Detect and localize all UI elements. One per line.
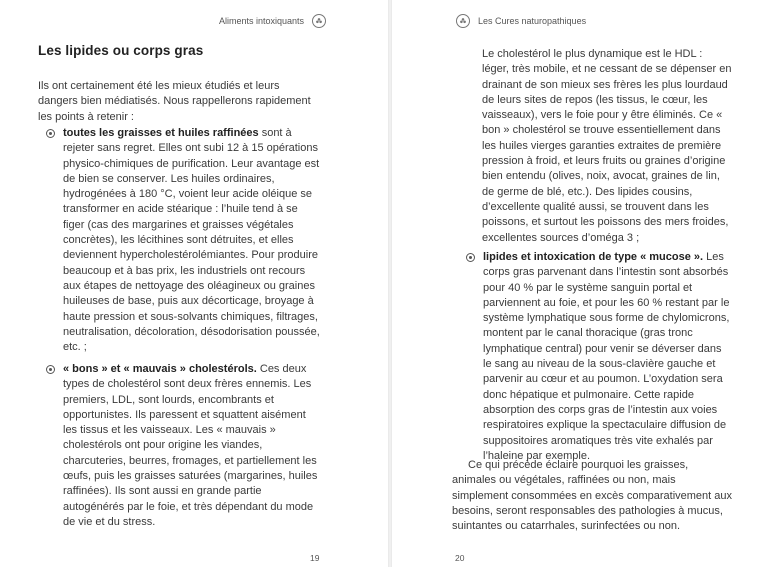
bullet-lead: lipides et intoxication de type « mucose ». [483,251,704,263]
bullet-lead: toutes les graisses et huiles raffinées [63,127,259,139]
right-running-head [456,14,586,28]
page-number-left: 19 [310,553,320,563]
flower-emblem-icon [312,14,326,28]
circle-bullet-icon [466,253,475,262]
bullet-mucose [466,250,732,464]
bullet-body [483,250,732,464]
circle-bullet-icon [46,129,55,138]
bullet-cholesterol [46,362,320,530]
bullet-lead: « bons » et « mauvais » cholestérols. [63,363,257,375]
page-number-right: 20 [455,553,465,563]
bullet-refined-fats [46,126,320,355]
left-running-head [219,14,326,28]
bullet-text: sont à rejeter sans regret. Elles ont subi 12 à 15 opérations physico-chimiques de purification. Leur avantage est de bien se conserver. Les huiles ordinaires, hydrogénées à 180 °C, voient leur acide oléique se transformer en acide stéarique : l’huile tend à se figer (cas des margarines et graisses végétales concrètes), les lécithines sont détruites, et elles deviennent hypercholestérolémiantes. Pour produire beaucoup et à bas prix, les industriels ont recours aux étapes de nettoyage des oléagineux ou graines huileuses de base, puis aux décorticage, broyage à haute pression et sous-solvants chimiques, filtrages, neutralisation, décoloration, désodorisation poussée, etc. ; [63,127,320,354]
flower-emblem-icon [456,14,470,28]
conclusion-paragraph: Ce qui précède éclaire pourquoi les graisses, animales ou végétales, raffinées ou non, mais simplement consommées en excès comparativement aux besoins, seront responsables des pathologies à mucus, suintantes ou catarrhales, surinfectées ou non. [452,459,733,533]
left-running-head-title: Aliments intoxiquants [218,16,304,26]
bullet-body [63,126,320,355]
intro-paragraph: Ils ont certainement été les mieux étudiés et leurs dangers bien médiatisés. Nous rappellerons rapidement les points à retenir : [38,80,311,123]
bullet-text: Ces deux types de cholestérol sont deux frères ennemis. Les premiers, LDL, sont lourds, encombrants et opportunistes. Ils paressent et squattent aisément les tissus et les vaisseaux. Les « mauvais » cholestérols ont pour origine les viandes, charcuteries, beurres, fromages, et partiellement les œufs, puis les graisses saturées (margarines, huiles raffinées). Ils sont aussi en grande partie autogénérés par le foie, et très dépendant du mode de vie et du stress. [63,363,318,528]
hdl-paragraph: Le cholestérol le plus dynamique est le HDL : léger, très mobile, et ne cessant de se dépenser en drainant de son mieux ses frères les plus lourdaud de leurs sites de repos (les tissus, le cœur, les vaisseaux), vers le foie pour y être éliminés. Ce « bon » cholestérol se trouve essentiellement dans les huiles vierges garanties extraites de première pression à froid, et leurs fruits ou graines d’origine bien entendu (olives, noix, avocat, graines de lin, de germe de blé, etc.). Des lipides cousins, d’excellente qualité aussi, se trouvent dans les poissons, et surtout les poissons des mers froides, excellentes sources d’oméga 3 ; [482,48,732,244]
bullet-text: Les corps gras parvenant dans l’intestin sont absorbés pour 40 % par le système sanguin portal et parviennent au foie, et pour les 60 % restant par le système lymphatique sous forme de chylomicrons, montent par le canal thoracique (gras tronc lymphatique central) pour venir se déverser dans le sang au niveau de la sous-clavière gauche et parvenir au cœur et au poumon. L’oxydation sera donc hépatique et pulmonaire. Cette rapide absorption des corps gras de l’intestin aux voies respiratoires explique la spectaculaire diffusion de suppositoires aromatiques très vite exhalés par l’haleine par exemple. [483,251,730,462]
section-heading: Les lipides ou corps gras [38,43,204,58]
right-running-head-title: Les Cures naturopathiques [478,16,587,26]
circle-bullet-icon [46,365,55,374]
bullet-body [63,362,320,530]
